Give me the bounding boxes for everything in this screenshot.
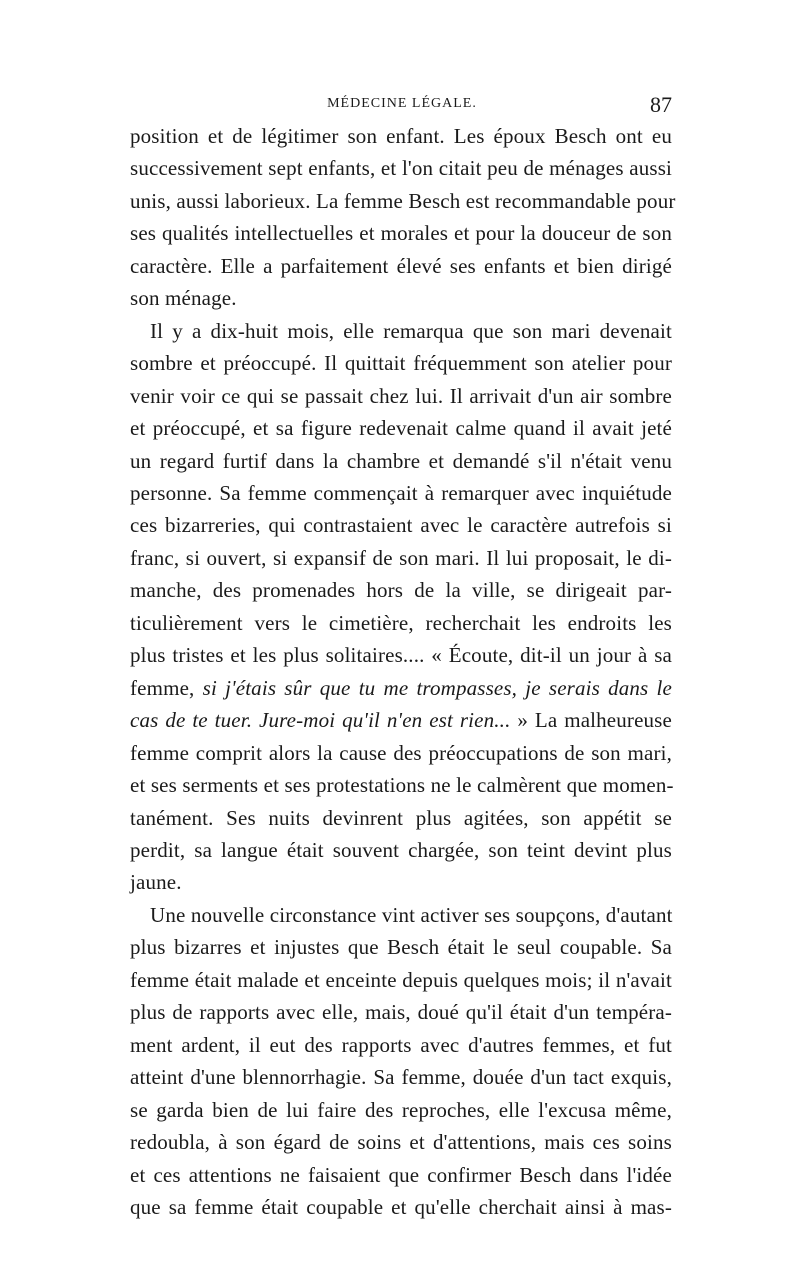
- text-line: manche, des promenades hors de la ville, se dirigeait par-: [130, 578, 672, 603]
- text-line: perdit, sa langue était souvent chargée, son teint devint plus: [130, 837, 672, 862]
- text-line: femme comprit alors la cause des préoccupations de son mari,: [130, 740, 672, 765]
- quoted-speech: si j'étais sûr que tu me trompasses, je serais dans le: [202, 675, 672, 700]
- text-line: franc, si ouvert, si expansif de son mari. Il lui proposait, le di-: [130, 545, 672, 570]
- text-segment: » La malheureuse: [510, 708, 672, 733]
- text-line: caractère. Elle a parfaitement élevé ses enfants et bien dirigé: [130, 253, 672, 278]
- text-line: ment ardent, il eut des rapports avec d'autres femmes, et fut: [130, 1032, 672, 1057]
- text-line: unis, aussi laborieux. La femme Besch est recommandable pour: [130, 188, 676, 213]
- text-line: personne. Sa femme commençait à remarquer avec inquiétude: [130, 480, 672, 505]
- text-segment: femme,: [130, 675, 203, 700]
- running-title: MÉDECINE LÉGALE.: [327, 96, 477, 111]
- text-line: [130, 672, 672, 704]
- text-line: Il y a dix-huit mois, elle remarqua que son mari devenait: [150, 318, 672, 343]
- text-line: ses qualités intellectuelles et morales et pour la douceur de son: [130, 221, 672, 246]
- text-line: plus bizarres et injustes que Besch était le seul coupable. Sa: [130, 935, 672, 960]
- text-line: jaune.: [130, 870, 182, 895]
- text-line: successivement sept enfants, et l'on citait peu de ménages aussi: [130, 156, 672, 181]
- text-line: [130, 704, 672, 736]
- text-line: tanément. Ses nuits devinrent plus agitées, son appétit se: [130, 805, 672, 830]
- text-line: position et de légitimer son enfant. Les époux Besch ont eu: [130, 124, 672, 148]
- text-line: venir voir ce qui se passait chez lui. Il arrivait d'un air sombre: [130, 383, 672, 408]
- text-line: sombre et préoccupé. Il quittait fréquemment son atelier pour: [130, 351, 672, 376]
- text-line: femme était malade et enceinte depuis quelques mois; il n'avait: [130, 967, 672, 992]
- text-line: un regard furtif dans la chambre et demandé s'il n'était venu: [130, 448, 672, 473]
- text-line: Une nouvelle circonstance vint activer ses soupçons, d'autant: [150, 902, 673, 927]
- text-line: ces bizarreries, qui contrastaient avec le caractère autrefois si: [130, 513, 672, 538]
- paragraph-3: [130, 899, 672, 1224]
- text-line: et ses serments et ses protestations ne le calmèrent que momen-: [130, 773, 674, 798]
- text-line: son ménage.: [130, 286, 237, 311]
- running-head: [132, 92, 672, 116]
- text-line: redoubla, à son égard de soins et d'attentions, mais ces soins: [130, 1130, 672, 1155]
- text-line: ticulièrement vers le cimetière, recherchait les endroits les: [130, 610, 672, 635]
- text-line: se garda bien de lui faire des reproches, elle l'excusa même,: [130, 1097, 672, 1122]
- body-text: [130, 120, 676, 1223]
- paragraph-2: [130, 315, 672, 899]
- text-line: plus tristes et les plus solitaires.... « Écoute, dit-il un jour à sa: [130, 643, 672, 668]
- paragraph-1: [130, 120, 676, 315]
- page-number: 87: [650, 92, 672, 117]
- quoted-speech: cas de te tuer. Jure-moi qu'il n'en est rien...: [130, 708, 511, 733]
- text-line: atteint d'une blennorrhagie. Sa femme, douée d'un tact exquis,: [130, 1065, 672, 1090]
- text-line: et ces attentions ne faisaient que confirmer Besch dans l'idée: [130, 1162, 672, 1187]
- text-line: plus de rapports avec elle, mais, doué qu'il était d'un tempéra-: [130, 1000, 672, 1025]
- text-line: que sa femme était coupable et qu'elle cherchait ainsi à mas-: [130, 1194, 672, 1219]
- text-line: et préoccupé, et sa figure redevenait calme quand il avait jeté: [130, 416, 672, 441]
